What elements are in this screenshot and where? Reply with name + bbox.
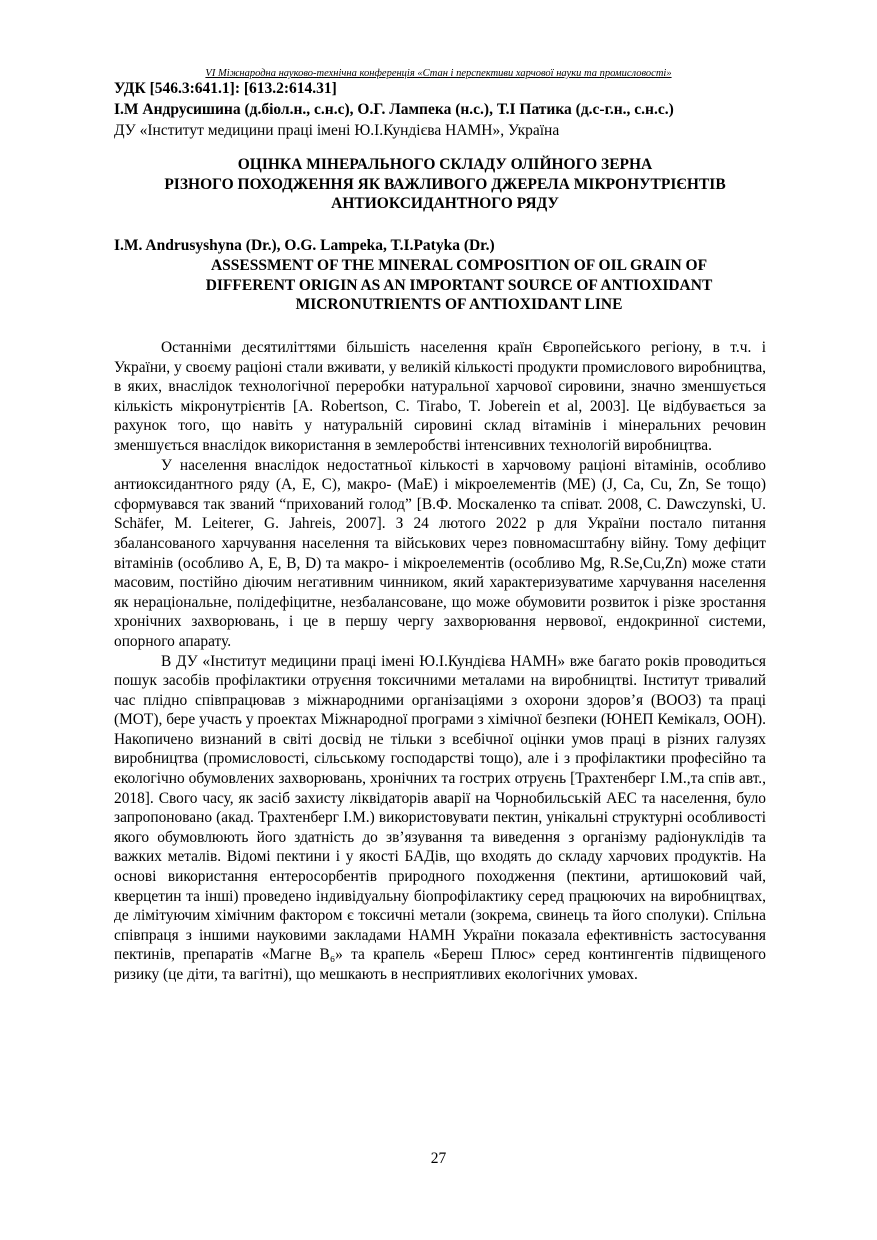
- title-ua: [114, 155, 776, 214]
- title-en-line: DIFFERENT ORIGIN AS AN IMPORTANT SOURCE OF ANTIOXIDANT: [205, 276, 713, 294]
- udk-classification: УДК [546.3:641.1]: [613.2:614.31]: [114, 80, 337, 97]
- body-paragraph: У населення внаслідок недостатньої кількості в харчовому раціоні вітамінів, особливо антиоксидантного ряду (А, Е, С), макро- (МаЕ) і мікроелементів (МЕ) (J, Ca, Cu, Zn, Se тощо) сформувався так званий “прихований голод” [В.Ф. Москаленко та співат. 2008, C. Dawczynski, U. Schäfer, M. Leiterer, G. Jahreis, 2007]. З 24 лютого 2022 р для України постало питання збалансованого харчування населення та військових через повномасштабну війну. Тому дефіцит вітамінів (особливо А, Е, В, D) та макро- і мікроелементів (особливо Mg, R.Se,Cu,Zn) може стати масовим, постійно діючим негативним чинником, який характеризуватиме харчування населення як нераціональне, полідефіцитне, незбалансоване, що може обумовити розвиток і різке зростання хронічних захворювань, і це в першу чергу захворювання нервової, ендокринної системи, опорного апарату.: [114, 456, 766, 650]
- title-en-line: MICRONUTRIENTS OF ANTIOXIDANT LINE: [295, 296, 623, 313]
- page-number: 27: [430, 1150, 447, 1167]
- title-en: [134, 256, 784, 315]
- title-ua-line: РІЗНОГО ПОХОДЖЕННЯ ЯК ВАЖЛИВОГО ДЖЕРЕЛА МІКРОНУТРІЄНТІВ: [164, 175, 726, 193]
- institution-ua: ДУ «Інститут медицини праці імені Ю.І.Кундієва НАМН», Україна: [114, 122, 560, 139]
- authors-ua: І.М Андрусишина (д.біол.н., с.н.с), О.Г. Лампека (н.с.), Т.І Патика (д.с-г.н., с.н.с.): [114, 101, 674, 118]
- title-ua-line: АНТИОКСИДАНТНОГО РЯДУ: [331, 195, 559, 212]
- authors-en: I.M. Andrusyshyna (Dr.), O.G. Lampeka, T.I.Patyka (Dr.): [114, 237, 495, 254]
- running-header: VI Міжнародна науково-технічна конференція «Стан і перспективи харчової науки та промисловості»: [205, 68, 672, 79]
- body-paragraph: Останніми десятиліттями більшість населення країн Європейського регіону, в т.ч. і України, у своєму раціоні стали вживати, у великій кількості продукти промислового виробництва, в яких, внаслідок технологічної переробки натуральної харчової сировини, значно зменшується кількість мікронутрієнтів [A. Robertson, C. Tirabo, T. Joberein et al, 2003]. Це відбувається за рахунок того, що навіть у натуральній сировині склад вітамінів і мінеральних речовин зменшується внаслідок використання в землеробстві інтенсивних технологій виробництва.: [114, 339, 766, 454]
- title-ua-line: ОЦІНКА МІНЕРАЛЬНОГО СКЛАДУ ОЛІЙНОГО ЗЕРНА: [237, 156, 653, 173]
- title-en-line: ASSESSMENT OF THE MINERAL COMPOSITION OF OIL GRAIN OF: [210, 257, 708, 274]
- article-body: [114, 338, 766, 985]
- body-paragraph: В ДУ «Інститут медицини праці імені Ю.І.Кундієва НАМН» вже багато років проводиться пошук засобів профілактики отруєння токсичними металами на виробництві. Інститут тривалий час плідно співпрацював з міжнародними організаціями з охорони здоров’я (ВООЗ) та праці (МОТ), бере участь у проектах Міжнародної програми з хімічної безпеки (ЮНЕП Кемікалз, ООН). Накопичено визнаний в світі досвід не тільки з всебічної оцінки умов праці в різних галузях виробництва (промисловості, сільському господарстві тощо), але і з профілактики професійно та екологічно обумовлених захворювань, хронічних та гострих отруєнь [Трахтенберг І.М.,та спів авт., 2018]. Свого часу, як засіб захисту ліквідаторів аварії на Чорнобильській АЕС та населення, було запропоновано (акад. Трахтенберг І.М.) використовувати пектин, унікальні структурні особливості якого обумовлюють його здатність до зв’язування та виведення з організму радіонуклідів та важких металів. Відомі пектини і у якості БАДів, що входять до складу харчових продуктів. На основі використання ентеросорбентів природного походження (пектини, артишоковий чай, кверцетин та інші) проведено індивідуальну біопрофілактику серед працюючих на виробництвах, де лімітуючим хімічним фактором є токсичні метали (зокрема, свинець та його сполуки). Спільна співпраця з іншими науковими закладами НАМН України показала ефективність застосування пектинів, препаратів «Магне В₆» та крапель «Береш Плюс» серед контингентів підвищеного ризику (це діти, та вагітні), що мешкають в несприятливих екологічних умовах.: [114, 652, 766, 983]
